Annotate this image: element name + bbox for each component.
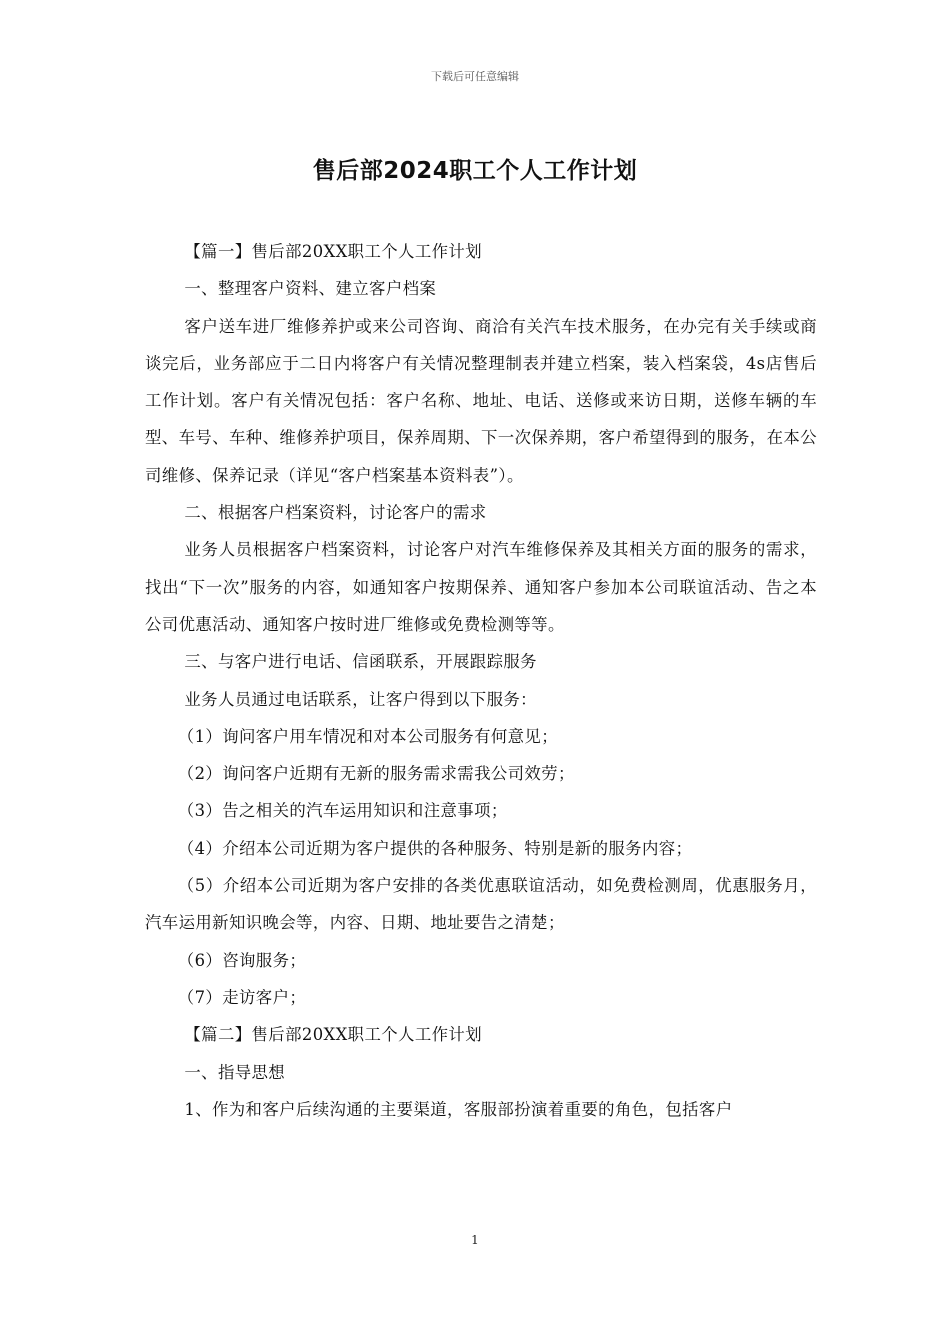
subheading: 三、与客户进行电话、信函联系，开展跟踪服务 xyxy=(184,652,537,672)
page-number: 1 xyxy=(471,1233,479,1247)
subheading: 二、根据客户档案资料，讨论客户的需求 xyxy=(184,503,487,523)
list-item: （5）介绍本公司近期为客户安排的各类优惠联谊活动，如免费检测周，优惠服务月，汽车运用新知识晚会等，内容、日期、地址要告之清楚； xyxy=(145,876,817,933)
subheading: 一、整理客户资料、建立客户档案 xyxy=(184,279,437,299)
section-heading: 【篇二】售后部20XX职工个人工作计划 xyxy=(184,1025,483,1045)
list-item: （6）咨询服务； xyxy=(177,950,307,970)
document-title: 售后部2024职工个人工作计划 xyxy=(312,158,638,184)
list-item: （7）走访客户； xyxy=(177,987,307,1007)
list-item: （1）询问客户用车情况和对本公司服务有何意见； xyxy=(177,726,559,746)
body-paragraph: 1、作为和客户后续沟通的主要渠道，客服部扮演着重要的角色，包括客户 xyxy=(184,1099,733,1119)
list-item: （4）介绍本公司近期为客户提供的各种服务、特别是新的服务内容； xyxy=(177,838,693,858)
list-item: （3）告之相关的汽车运用知识和注意事项； xyxy=(177,801,508,821)
subheading: 一、指导思想 xyxy=(184,1062,286,1082)
body-paragraph: 业务人员通过电话联系，让客户得到以下服务： xyxy=(184,689,537,709)
page-header-note: 下载后可任意编辑 xyxy=(431,70,519,83)
body-paragraph: 客户送车进厂维修养护或来公司咨询、商洽有关汽车技术服务，在办完有关手续或商谈完后，业务部应于二日内将客户有关情况整理制表并建立档案，装入档案袋，4s店售后工作计划。客户有关情况包括：客户名称、地址、电话、送修或来访日期，送修车辆的车型、车号、车种、维修养护项目，保养周期、下一次保养期，客户希望得到的服务，在本公司维修、保养记录（详见“客户档案基本资料表”）。 xyxy=(145,316,817,485)
body-paragraph: 业务人员根据客户档案资料，讨论客户对汽车维修保养及其相关方面的服务的需求，找出“下一次”服务的内容，如通知客户按期保养、通知客户参加本公司联谊活动、告之本公司优惠活动、通知客户按时进厂维修或免费检测等等。 xyxy=(145,540,817,634)
section-heading: 【篇一】售后部20XX职工个人工作计划 xyxy=(184,242,483,261)
document-body xyxy=(145,233,817,1128)
list-item: （2）询问客户近期有无新的服务需求需我公司效劳； xyxy=(177,764,575,784)
